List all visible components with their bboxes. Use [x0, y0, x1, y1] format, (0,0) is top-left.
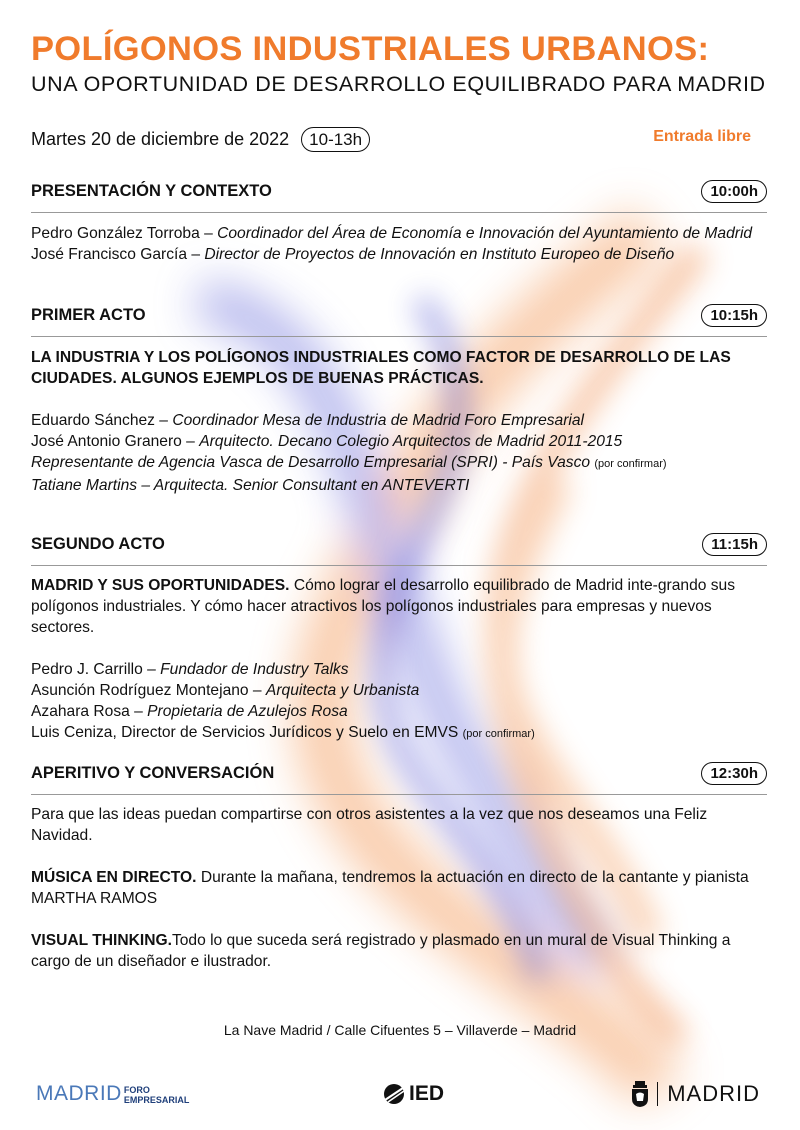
- page-subtitle: UNA OPORTUNIDAD DE DESARROLLO EQUILIBRADO PARA MADRID: [31, 72, 766, 96]
- paragraph: Para que las ideas puedan compartirse con otros asistentes a la vez que nos deseamos una Feliz Navidad.: [31, 806, 708, 844]
- section-header-primer-acto: [31, 304, 767, 337]
- speaker-line: Eduardo Sánchez – Coordinador Mesa de Industria de Madrid Foro Empresarial: [31, 412, 585, 429]
- speaker-line: Asunción Rodríguez Montejano – Arquitecta y Urbanista: [31, 682, 420, 699]
- madrid-foro-empresarial-logo: [36, 1082, 189, 1110]
- section-heading: APERITIVO Y CONVERSACIÓN: [31, 764, 275, 782]
- logo-stack: FORO EMPRESARIAL: [123, 1085, 190, 1105]
- speaker-line: José Francisco García – Director de Proyectos de Innovación en Instituto Europeo de Diseño: [31, 246, 675, 263]
- section-heading: SEGUNDO ACTO: [31, 535, 165, 553]
- section-time-badge: 10:00h: [701, 180, 767, 203]
- ayuntamiento-madrid-logo: MADRID: [631, 1081, 760, 1111]
- speaker-line: Azahara Rosa – Propietaria de Azulejos Rosa: [31, 703, 348, 720]
- section-time-badge: 12:30h: [701, 762, 767, 785]
- entry-label: Entrada libre: [653, 128, 751, 145]
- ied-mark-icon: [382, 1082, 406, 1106]
- page-title: POLÍGONOS INDUSTRIALES URBANOS:: [31, 30, 710, 68]
- section-body-aperitivo: [31, 804, 771, 972]
- venue-address: La Nave Madrid / Calle Cifuentes 5 – Villaverde – Madrid: [223, 1022, 577, 1038]
- ied-logo: IED: [382, 1082, 444, 1110]
- speaker-line: José Antonio Granero – Arquitecto. Decano Colegio Arquitectos de Madrid 2011-2015: [31, 433, 623, 450]
- section-topic: MADRID Y SUS OPORTUNIDADES. Cómo lograr el desarrollo equilibrado de Madrid inte-grando sus polígonos industriales. Y cómo hacer atractivos los polígonos industriales para empresas y nuevos sectores.: [31, 577, 736, 636]
- event-date: Martes 20 de diciembre de 2022: [31, 129, 290, 149]
- section-header-presentacion: [31, 180, 767, 213]
- logo-text: MADRID: [36, 1082, 122, 1105]
- section-body-presentacion: [31, 223, 771, 265]
- event-date-line: [31, 127, 370, 152]
- section-header-aperitivo: [31, 762, 767, 795]
- logo-divider: [657, 1082, 659, 1106]
- speaker-line: Representante de Agencia Vasca de Desarrollo Empresarial (SPRI) - País Vasco (por confirmar): [31, 454, 667, 471]
- section-heading: PRESENTACIÓN Y CONTEXTO: [31, 182, 272, 200]
- section-time-badge: 10:15h: [701, 304, 767, 327]
- speaker-line: Pedro González Torroba – Coordinador del Área de Economía e Innovación del Ayuntamiento de Madrid: [31, 225, 753, 242]
- paragraph: MÚSICA EN DIRECTO. Durante la mañana, tendremos la actuación en directo de la cantante y pianista MARTHA RAMOS: [31, 869, 749, 907]
- section-header-segundo-acto: [31, 533, 767, 566]
- section-body-primer-acto: [31, 347, 771, 496]
- paragraph: VISUAL THINKING.Todo lo que suceda será registrado y plasmado en un mural de Visual Thinking a cargo de un diseñador e ilustrador.: [31, 932, 731, 970]
- event-hours-badge: 10-13h: [301, 127, 370, 152]
- section-time-badge: 11:15h: [702, 533, 767, 556]
- section-topic: LA INDUSTRIA Y LOS POLÍGONOS INDUSTRIALES COMO FACTOR DE DESARROLLO DE LAS CIUDADES. ALGUNOS EJEMPLOS DE BUENAS PRÁCTICAS.: [31, 349, 731, 387]
- speaker-line: Tatiane Martins – Arquitecta. Senior Consultant en ANTEVERTI: [31, 477, 470, 494]
- speaker-line: Luis Ceniza, Director de Servicios Jurídicos y Suelo en EMVS (por confirmar): [31, 724, 535, 741]
- coat-of-arms-icon: [631, 1081, 649, 1107]
- section-heading: PRIMER ACTO: [31, 306, 146, 324]
- speaker-line: Pedro J. Carrillo – Fundador de Industry Talks: [31, 661, 349, 678]
- section-body-segundo-acto: [31, 575, 771, 745]
